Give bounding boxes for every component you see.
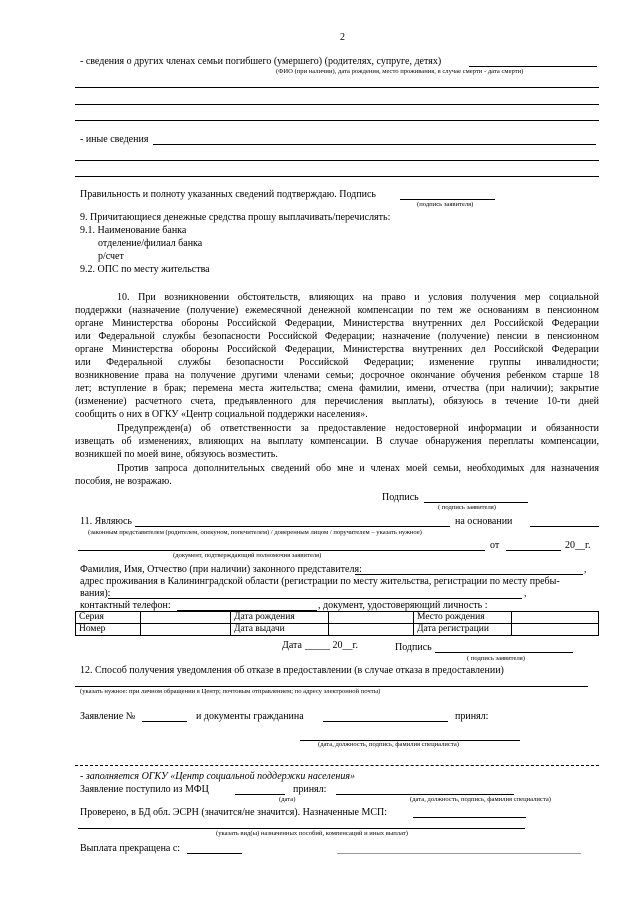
address-label-cont: вания):	[80, 588, 111, 599]
registration-date-label-cell: Дата регистрации	[414, 624, 512, 636]
payment-stopped-date-line[interactable]	[187, 853, 242, 854]
series-value-cell[interactable]	[141, 612, 231, 624]
family-members-line-3[interactable]	[75, 104, 599, 105]
family-members-label: - сведения о других членах семьи погибшего (умершего) (родителях, супруге, детях)	[80, 56, 442, 67]
clause10-line: или Федеральной службы безопасности Российской Федерации; назначение (получение) пенсии в пенсионном	[75, 331, 599, 342]
statement-number-line[interactable]	[142, 721, 187, 722]
table-row	[76, 624, 599, 636]
birth-place-value-cell[interactable]	[512, 612, 599, 624]
family-members-hint: (ФИО (при наличии), дата рождения, место проживания, в случае смерти - дата смерти)	[276, 68, 524, 75]
authority-document-hint: (документ, подтверждающий полномочия заявителя)	[173, 552, 322, 559]
mfc-label: Заявление поступило из МФЦ	[80, 784, 209, 795]
representative-fio-comma: ,	[584, 564, 587, 575]
birth-date-label-cell: Дата рождения	[231, 612, 329, 624]
benefits-line[interactable]	[78, 828, 525, 829]
post-office-label: 9.2. ОПС по месту жительства	[80, 264, 210, 275]
checked-label: Проверено, в БД обл. ЭСРН (значится/не значится). Назначенные МСП:	[80, 807, 388, 818]
representative-fio-line[interactable]	[355, 574, 583, 575]
representative-type-line[interactable]	[135, 526, 450, 527]
mfc-specialist-line[interactable]	[336, 794, 514, 795]
family-members-line-2[interactable]	[75, 87, 599, 88]
date-value[interactable]: _____ 20__г.	[305, 640, 358, 651]
warning-last-line: возникшей по моей вине, обязуюсь возместить.	[75, 449, 278, 460]
family-members-input-line[interactable]	[469, 66, 597, 67]
phone-label: контактный телефон:	[80, 600, 171, 611]
authority-document-line[interactable]	[78, 550, 485, 551]
signature-2-line[interactable]	[435, 652, 573, 653]
address-comma: ,	[524, 588, 527, 599]
confirm-text: Правильность и полноту указанных сведений подтверждаю. Подпись	[80, 189, 376, 200]
statement-accepted-label: принял:	[455, 711, 489, 722]
issue-date-value-cell[interactable]	[329, 624, 414, 636]
consent-last-line: пособия, не возражаю.	[75, 476, 172, 487]
clause10-line: лет; вступление в брак; перемена места жительства; смена фамилии, имени, отчества (при наличии); закрытие	[75, 383, 599, 394]
mfc-accepted-label: принял:	[293, 784, 327, 795]
specialist-hint: (дата, должность, подпись, фамилия специалиста)	[318, 741, 459, 748]
clause10-line: органе Министерства обороны Российской Федерации, Министерства внутренних дел Российской Федерации	[75, 318, 599, 329]
birth-date-value-cell[interactable]	[329, 612, 414, 624]
section-divider	[75, 765, 599, 766]
citizen-name-line[interactable]	[323, 721, 448, 722]
id-document-table	[75, 611, 599, 636]
bank-account-label: р/счет	[98, 251, 124, 262]
clause10-last-line: сообщить о них в ОГКУ «Центр социальной поддержки населения».	[75, 409, 368, 420]
warning-line: Предупрежден(а) об ответственности за предоставление недостоверной информации и обязанности	[117, 423, 599, 434]
bank-name-label: 9.1. Наименование банка	[80, 225, 187, 236]
address-label: адрес проживания в Калининградской области (регистрации по месту жительства, регистрации по месту пребы-	[80, 576, 560, 587]
office-section-title: - заполняется ОГКУ «Центр социальной поддержки населения»	[80, 771, 356, 782]
other-info-line-2[interactable]	[75, 160, 599, 161]
confirm-signature-line[interactable]	[400, 199, 495, 200]
authority-date-line[interactable]	[506, 550, 561, 551]
clause10-line: или Федеральной службы безопасности Российской Федерации; изменение группы инвалидности;	[75, 357, 599, 368]
issue-date-label-cell: Дата выдачи	[231, 624, 329, 636]
address-line[interactable]	[108, 598, 522, 599]
clause12-title: 12. Способ получения уведомления об отказе в предоставлении (в случае отказа в предоставлении)	[80, 665, 504, 676]
warning-line: извещать об изменениях, влияющих на выплату компенсации. В случае обнаружения переплаты компенсации,	[75, 436, 599, 447]
family-members-line-4[interactable]	[75, 120, 599, 121]
clause10-line: возникновение права на получение другими членами семьи; досрочное окончание обучения ребенком старше 18	[75, 370, 599, 381]
basis-label: на основании	[455, 516, 513, 527]
from-label: от	[490, 540, 500, 551]
page-number: 2	[340, 32, 345, 43]
birth-place-label-cell: Место рождения	[414, 612, 512, 624]
clause10-line: органе Министерства обороны Российской Федерации, Министерства внутренних дел Российской Федерации	[75, 344, 599, 355]
payment-stopped-signature-line[interactable]	[337, 853, 581, 854]
clause11-label: 11. Являюсь	[80, 516, 132, 527]
clause10-line: (изменение) расчетного счета, предъявленного для перечисления выплаты), обязуюсь в течение 10-ти дней	[75, 396, 599, 407]
mfc-date-line[interactable]	[235, 794, 285, 795]
signature-2-label: Подпись	[395, 642, 432, 653]
mfc-specialist-hint: (дата, должность, подпись, фамилия специалиста)	[410, 796, 551, 803]
mfc-date-hint: (дата)	[279, 796, 296, 803]
confirm-signature-hint: (подпись заявителя)	[417, 201, 474, 208]
signature-label: Подпись	[382, 492, 419, 503]
assigned-benefits-line[interactable]	[413, 817, 526, 818]
date-label: Дата	[282, 640, 302, 651]
clause10-line: поддержки (назначение (получение) ежемесячной денежной компенсации по тем же основаниям в пенсионном	[75, 305, 599, 316]
id-document-label: , документ, удостоверяющий личность :	[318, 600, 488, 611]
series-label-cell: Серия	[76, 612, 141, 624]
representative-fio-label: Фамилия, Имя, Отчество (при наличии) законного представителя:	[80, 564, 362, 575]
year-label: 20__г.	[565, 540, 591, 551]
representative-type-hint: (законным представителем (родителем, опекуном, попечителем) / доверенным лицом / поручителем – указать нужное)	[88, 529, 422, 536]
statement-docs-label: и документы гражданина	[196, 711, 304, 722]
basis-line[interactable]	[530, 526, 599, 527]
bank-branch-label: отделение/филиал банка	[98, 238, 203, 249]
clause10-line: 10. При возникновении обстоятельств, влияющих на право и условия получения мер социальной	[117, 292, 599, 303]
other-info-label: - иные сведения	[80, 134, 149, 145]
consent-line: Против запроса дополнительных сведений обо мне и членах моей семьи, необходимых для назначения	[117, 463, 599, 474]
notification-method-line[interactable]	[75, 686, 588, 687]
table-row	[76, 612, 599, 624]
payment-title: 9. Причитающиеся денежные средства прошу выплачивать/перечислять:	[80, 212, 391, 223]
number-label-cell: Номер	[76, 624, 141, 636]
notification-method-hint: (указать нужное: при личном обращении в Центр; почтовым отправлением; по адресу электронной почты)	[80, 688, 381, 695]
benefits-hint: (указать вид(ы) назначенных пособий, компенсаций и иных выплат)	[216, 830, 408, 837]
registration-date-value-cell[interactable]	[512, 624, 599, 636]
number-value-cell[interactable]	[141, 624, 231, 636]
other-info-line-3[interactable]	[75, 176, 599, 177]
other-info-input-line[interactable]	[153, 144, 596, 145]
statement-label: Заявление №	[80, 711, 136, 722]
payment-stopped-label: Выплата прекращена с:	[80, 843, 181, 854]
signature-hint: ( подпись заявителя)	[438, 504, 497, 511]
signature-2-hint: ( подпись заявителя)	[467, 655, 526, 662]
signature-line[interactable]	[424, 502, 528, 503]
